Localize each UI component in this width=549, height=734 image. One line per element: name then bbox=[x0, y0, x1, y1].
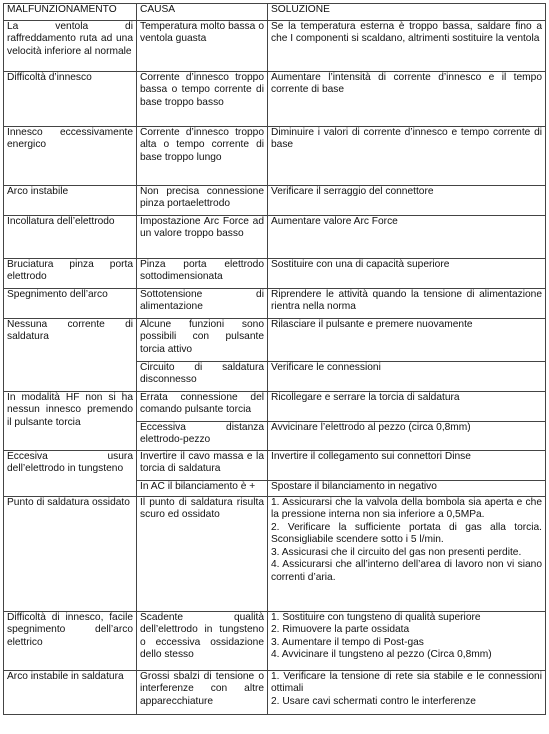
solution-cell: Verificare le connessioni bbox=[268, 362, 546, 392]
solution-cell: Ricollegare e serrare la torcia di saldatura bbox=[268, 392, 546, 422]
cause-cell: Eccessiva distanza elettrodo-pezzo bbox=[137, 422, 268, 451]
header-causa: CAUSA bbox=[137, 4, 268, 21]
solution-cell: Invertire il collegamento sui connettori Dinse bbox=[268, 451, 546, 481]
solution-cell: Sostituire con una di capacità superiore bbox=[268, 259, 546, 289]
solution-cell: Aumentare valore Arc Force bbox=[268, 216, 546, 259]
cause-cell: Circuito di saldatura disconnesso bbox=[137, 362, 268, 392]
cause-cell: Invertire il cavo massa e la torcia di saldatura bbox=[137, 451, 268, 481]
solution-cell bbox=[268, 612, 546, 671]
solution-step: 2. Rimuovere la parte ossidata bbox=[271, 624, 410, 636]
header-malfunzionamento: MALFUNZIONAMENTO bbox=[4, 4, 137, 21]
cause-cell: Errata connessione del comando pulsante torcia bbox=[137, 392, 268, 422]
table-row bbox=[4, 612, 546, 671]
solution-step: 2. Verificare la sufficiente portata di gas alla torcia. Sconsigliabile scendere sotto i 5 l/min. bbox=[271, 521, 542, 546]
solution-cell: Se la temperatura esterna è troppo bassa, saldare fino a che I componenti si scaldano, altrimenti sostituire la ventola bbox=[268, 21, 546, 72]
table-row bbox=[4, 216, 546, 259]
solution-cell: Verificare il serraggio del connettore bbox=[268, 186, 546, 216]
solution-step: 2. Usare cavi schermati contro le interferenze bbox=[271, 695, 476, 707]
problem-cell: Difficoltà di innesco, facile spegnimento dell’arco elettrico bbox=[4, 612, 137, 671]
problem-cell: In modalità HF non si ha nessun innesco premendo il pulsante torcia bbox=[4, 392, 137, 451]
solution-cell bbox=[268, 497, 546, 612]
solution-step: 1. Sostituire con tungsteno di qualità superiore bbox=[271, 612, 481, 623]
cause-cell: Alcune funzioni sono possibili con pulsante torcia attivo bbox=[137, 319, 268, 362]
cause-cell: Non precisa connessione pinza portaelettrodo bbox=[137, 186, 268, 216]
table-row bbox=[4, 21, 546, 72]
problem-cell: Punto di saldatura ossidato bbox=[4, 497, 137, 612]
solution-step: 4. Assicurarsi che all’interno dell’area di lavoro non vi siano correnti d’aria. bbox=[271, 559, 542, 583]
problem-cell: Incollatura dell’elettrodo bbox=[4, 216, 137, 259]
cause-cell: Pinza porta elettrodo sottodimensionata bbox=[137, 259, 268, 289]
solution-cell: Rilasciare il pulsante e premere nuovamente bbox=[268, 319, 546, 362]
cause-cell: Scadente qualità dell’elettrodo in tungsteno o eccessiva ossidazione dello stesso bbox=[137, 612, 268, 671]
solution-step: 1. Assicurarsi che la valvola della bombola sia aperta e che la pressione interna non sia inferiore a 0,5MPa. bbox=[271, 497, 542, 521]
problem-cell: Arco instabile in saldatura bbox=[4, 671, 137, 715]
cause-cell: Il punto di saldatura risulta scuro ed ossidato bbox=[137, 497, 268, 612]
cause-cell: In AC il bilanciamento è + bbox=[137, 481, 268, 497]
solution-step: 1. Verificare la tensione di rete sia stabile e le connessioni ottimali bbox=[271, 671, 542, 695]
solution-cell: Avvicinare l’elettrodo al pezzo (circa 0,8mm) bbox=[268, 422, 546, 451]
cause-cell: Temperatura molto bassa o ventola guasta bbox=[137, 21, 268, 72]
cause-cell: Grossi sbalzi di tensione o interferenze con altre apparecchiature bbox=[137, 671, 268, 715]
solution-cell: Aumentare l’intensità di corrente d’innesco e il tempo corrente di base bbox=[268, 72, 546, 127]
problem-cell: Arco instabile bbox=[4, 186, 137, 216]
table-row bbox=[4, 72, 546, 127]
header-row bbox=[4, 4, 546, 21]
problem-cell: Spegnimento dell’arco bbox=[4, 289, 137, 319]
table-row bbox=[4, 319, 546, 362]
table-row bbox=[4, 289, 546, 319]
problem-cell: Nessuna corrente di saldatura bbox=[4, 319, 137, 392]
table-row bbox=[4, 127, 546, 186]
solution-step: 3. Aumentare il tempo di Post-gas bbox=[271, 636, 424, 648]
solution-cell: Spostare il bilanciamento in negativo bbox=[268, 481, 546, 497]
table-row bbox=[4, 671, 546, 715]
table-row bbox=[4, 259, 546, 289]
problem-cell: Bruciatura pinza porta elettrodo bbox=[4, 259, 137, 289]
solution-cell: Diminuire i valori di corrente d’innesco e tempo corrente di base bbox=[268, 127, 546, 186]
problem-cell: Difficoltà d’innesco bbox=[4, 72, 137, 127]
problem-cell: Innesco eccessivamente energico bbox=[4, 127, 137, 186]
cause-cell: Sottotensione di alimentazione bbox=[137, 289, 268, 319]
table-row bbox=[4, 497, 546, 612]
table-row bbox=[4, 392, 546, 422]
cause-cell: Corrente d’innesco troppo bassa o tempo corrente di base troppo basso bbox=[137, 72, 268, 127]
table-row bbox=[4, 451, 546, 481]
problem-cell: Eccesiva usura dell’elettrodo in tungsteno bbox=[4, 451, 137, 497]
solution-cell: Riprendere le attività quando la tensione di alimentazione rientra nella norma bbox=[268, 289, 546, 319]
cause-cell: Impostazione Arc Force ad un valore troppo basso bbox=[137, 216, 268, 259]
solution-cell bbox=[268, 671, 546, 715]
solution-step: 4. Avvicinare il tungsteno al pezzo (Circa 0,8mm) bbox=[271, 649, 492, 661]
solution-step: 3. Assicurasi che il circuito del gas non presenti perdite. bbox=[271, 546, 522, 558]
problem-cell: La ventola di raffreddamento ruta ad una velocità inferiore al normale bbox=[4, 21, 137, 72]
cause-cell: Corrente d’innesco troppo alta o tempo corrente di base troppo lungo bbox=[137, 127, 268, 186]
table-row bbox=[4, 186, 546, 216]
troubleshooting-table bbox=[3, 3, 546, 715]
header-soluzione: SOLUZIONE bbox=[268, 4, 546, 21]
